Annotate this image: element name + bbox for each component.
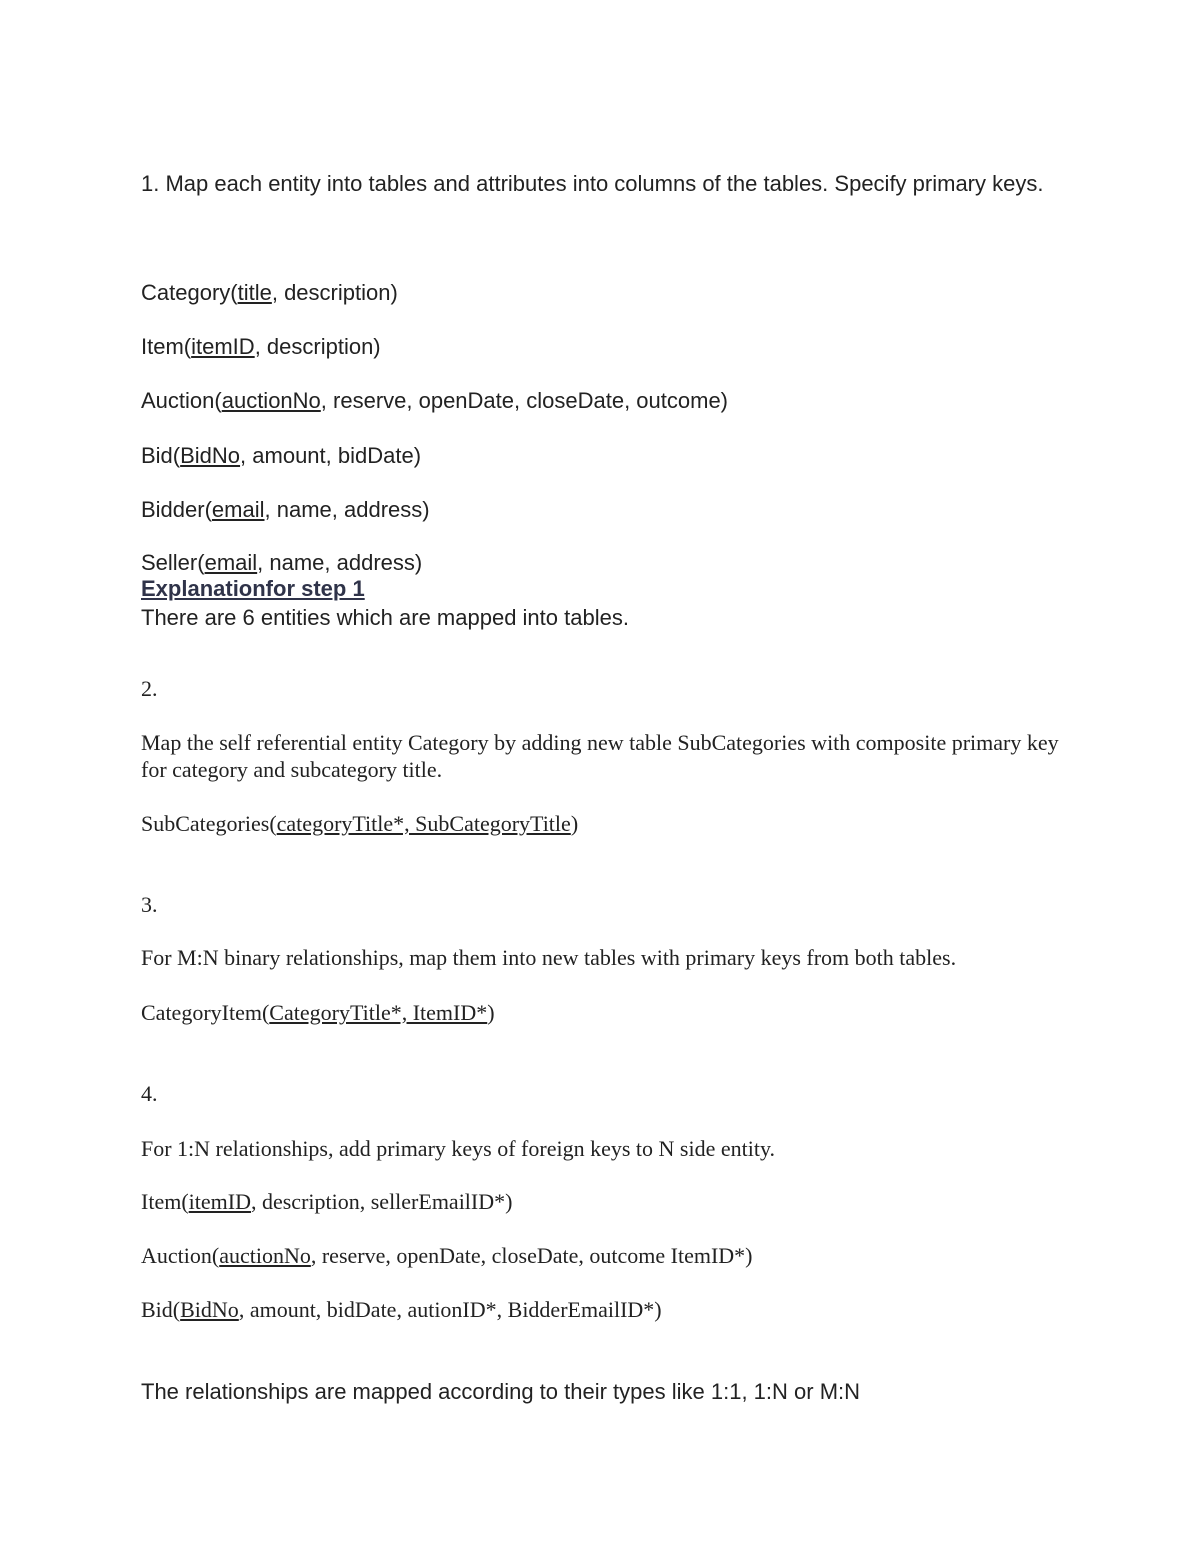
- table-categoryitem: CategoryItem(CategoryTitle*, ItemID*): [141, 1000, 495, 1025]
- primary-key: title: [237, 280, 272, 305]
- table-auction-fk: Auction(auctionNo, reserve, openDate, closeDate, outcome ItemID*): [141, 1243, 753, 1268]
- primary-key: email: [211, 497, 265, 522]
- step4-number: 4.: [141, 1081, 158, 1106]
- table-bidder: Bidder(email, name, address): [141, 497, 430, 522]
- primary-key: categoryTitle*, SubCategoryTitle: [276, 811, 571, 836]
- conclusion-text: The relationships are mapped according to their types like 1:1, 1:N or M:N: [141, 1379, 861, 1404]
- table-subcategories: SubCategories(categoryTitle*, SubCategoryTitle): [141, 811, 579, 836]
- primary-key: email: [204, 550, 258, 575]
- table-auction: Auction(auctionNo, reserve, openDate, closeDate, outcome): [141, 388, 729, 413]
- explanation-heading: Explanationfor step 1: [141, 576, 365, 601]
- table-bid: Bid(BidNo, amount, bidDate): [141, 443, 422, 468]
- primary-key: auctionNo: [221, 388, 321, 413]
- step2-text: Map the self referential entity Category by adding new table SubCategories with composite primary key for category and subcategory title.: [141, 730, 1059, 782]
- explanation-text: There are 6 entities which are mapped into tables.: [141, 605, 629, 630]
- step3-number: 3.: [141, 892, 158, 917]
- table-category: Category(title, description): [141, 280, 398, 305]
- table-bid-fk: Bid(BidNo, amount, bidDate, autionID*, BidderEmailID*): [141, 1297, 662, 1322]
- table-item-fk: Item(itemID, description, sellerEmailID*): [141, 1189, 513, 1214]
- primary-key: itemID: [188, 1189, 251, 1214]
- primary-key: BidNo: [180, 1297, 239, 1322]
- primary-key: CategoryTitle*, ItemID*: [269, 1000, 488, 1025]
- step4-text: For 1:N relationships, add primary keys of foreign keys to N side entity.: [141, 1136, 776, 1161]
- table-item: Item(itemID, description): [141, 334, 381, 359]
- primary-key: itemID: [191, 334, 255, 359]
- primary-key: auctionNo: [219, 1243, 311, 1268]
- step2-number: 2.: [141, 676, 158, 701]
- step1-instruction: 1. Map each entity into tables and attributes into columns of the tables. Specify primary keys.: [141, 171, 1044, 196]
- step3-text: For M:N binary relationships, map them into new tables with primary keys from both tables.: [141, 945, 957, 970]
- primary-key: BidNo: [180, 443, 241, 468]
- table-seller: Seller(email, name, address): [141, 550, 423, 575]
